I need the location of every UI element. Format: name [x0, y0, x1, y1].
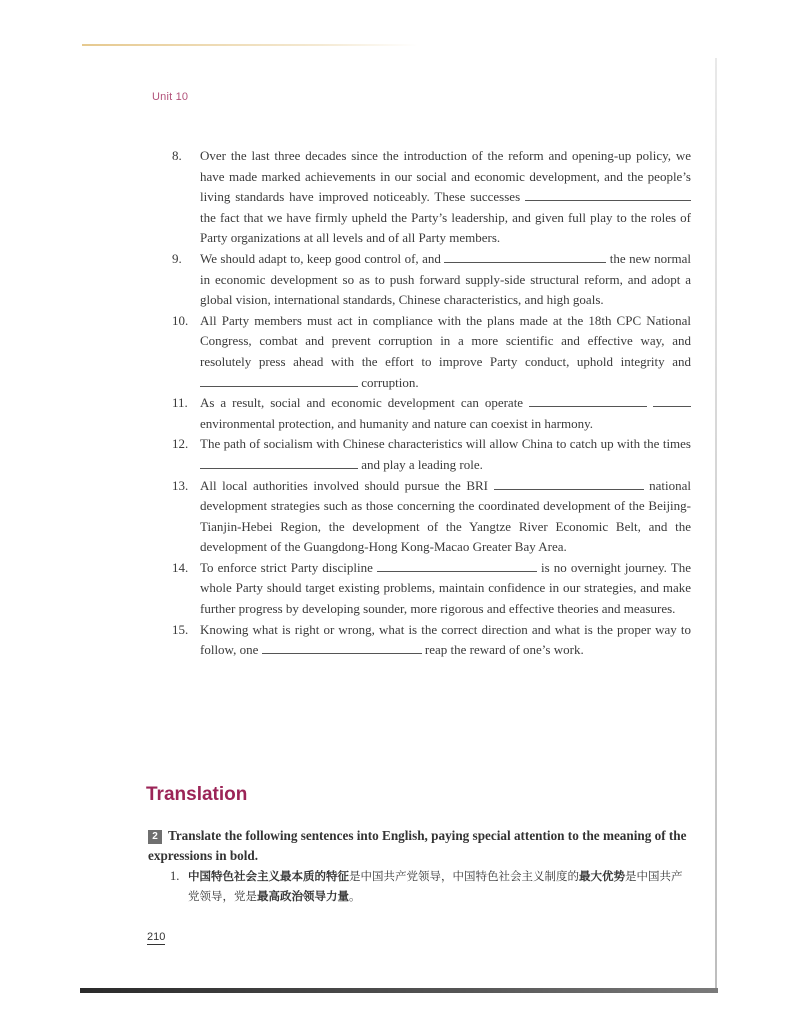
item-number: 8.: [172, 148, 182, 163]
item-text-after-blank: reap the reward of one’s work.: [424, 642, 584, 658]
exercise-item-9: [146, 249, 691, 311]
page-number: 210: [147, 931, 166, 943]
item-text-after-blank: environmental protection, and humanity and nature can coexist in harmony.: [200, 415, 594, 431]
item-text-before-blank: Over the last three decades since the introduction of the reform and opening-up policy, we have made marked achievements in our social and economic development, and the people’s living standards have improved noticeably. These successes: [200, 148, 691, 205]
item-text-before-blank: The path of socialism with Chinese characteristics will allow China to catch up with the times: [200, 436, 691, 452]
sentence-number: 1.: [170, 869, 180, 883]
section-title-translation: Translation: [146, 784, 248, 805]
item-number: 9.: [172, 250, 182, 266]
item-text-before-blank: All local authorities involved should pursue the BRI: [200, 477, 488, 493]
item-text-after-blank: national development strategies such as those concerning the coordinated development of the Beijing-Tianjin-Hebei Region, the development of the Yangtze River Economic Belt, and the development of the Guangdong-Hong Kong-Macao Greater Bay Area.: [200, 477, 692, 555]
page-right-edge: [715, 58, 717, 988]
item-text-before-blank: As a result, social and economic development can operate: [200, 395, 524, 411]
answer-blank-continued: [653, 394, 691, 407]
page-bottom-edge: [80, 988, 718, 993]
bold-expression: 最高政治领导力量: [257, 889, 349, 903]
bold-expression: 中国特色社会主义最本质的特征: [188, 869, 349, 883]
item-number: 15.: [172, 621, 189, 637]
plain-text: 是中国共产党领导，中国特色社会主义制度的: [349, 869, 579, 883]
answer-blank[interactable]: [525, 188, 691, 201]
exercise-item-10: [146, 311, 691, 393]
item-number: 14.: [172, 559, 189, 575]
exercise-item-11: [146, 393, 691, 434]
exercise-instruction: [148, 826, 688, 866]
answer-blank[interactable]: [200, 456, 358, 469]
exercise-item-15: [146, 620, 691, 661]
plain-text: 。: [349, 889, 361, 903]
item-text-before-blank: We should adapt to, keep good control of, and: [200, 250, 441, 266]
answer-blank[interactable]: [529, 394, 647, 407]
translation-sentence-1: [170, 866, 690, 906]
exercise-item-13: [146, 476, 691, 558]
unit-label: Unit 10: [152, 91, 189, 103]
answer-blank[interactable]: [200, 374, 358, 387]
item-text-after-blank: the fact that we have firmly upheld the Party’s leadership, and given full play to the roles of Party organizations at all levels and of all Party members.: [200, 209, 691, 246]
item-number: 10.: [172, 312, 189, 328]
answer-blank[interactable]: [377, 559, 537, 572]
exercise-item-8: [146, 146, 691, 249]
bold-expression: 最大优势: [579, 869, 625, 883]
item-text-before-blank: All Party members must act in compliance with the plans made at the 18th CPC National Congress, combat and prevent corruption in a more scientific and effective way, and resolutely press ahead with the effort to improve Party conduct, uphold integrity and: [200, 312, 691, 369]
exercise-item-12: [146, 434, 691, 475]
item-number: 13.: [172, 477, 189, 493]
item-text-before-blank: Knowing what is right or wrong, what is the correct direction and what is the proper way to follow, one: [200, 621, 691, 658]
answer-blank[interactable]: [262, 641, 422, 654]
page-top-edge: [82, 44, 418, 46]
plain-text: 是中国共产党领导，党是: [188, 869, 683, 903]
exercise-number-badge: 2: [148, 830, 162, 844]
instruction-text: Translate the following sentences into English, paying special attention to the meaning of the expressions in bold.: [148, 828, 687, 863]
answer-blank[interactable]: [494, 477, 644, 490]
item-text-after-blank: and play a leading role.: [361, 456, 483, 472]
item-number: 11.: [172, 395, 188, 411]
item-text-after-blank: the new normal in economic development so as to push forward supply-side structural reform, and adopt a global vision, international standards, Chinese characteristics, and high goals.: [200, 250, 691, 308]
item-text-before-blank: To enforce strict Party discipline: [200, 559, 373, 575]
item-number: 12.: [172, 436, 189, 452]
exercise-item-14: [146, 558, 691, 620]
item-text-after-blank: is no overnight journey. The whole Party should target existing problems, maintain confidence in our strategies, and make further progress by developing sounder, more rigorous and effective theories and measures.: [200, 559, 692, 617]
item-text-after-blank: corruption.: [361, 374, 419, 390]
sentence-text: [170, 866, 690, 906]
fill-in-exercise-list: [146, 146, 691, 661]
answer-blank[interactable]: [444, 250, 606, 263]
